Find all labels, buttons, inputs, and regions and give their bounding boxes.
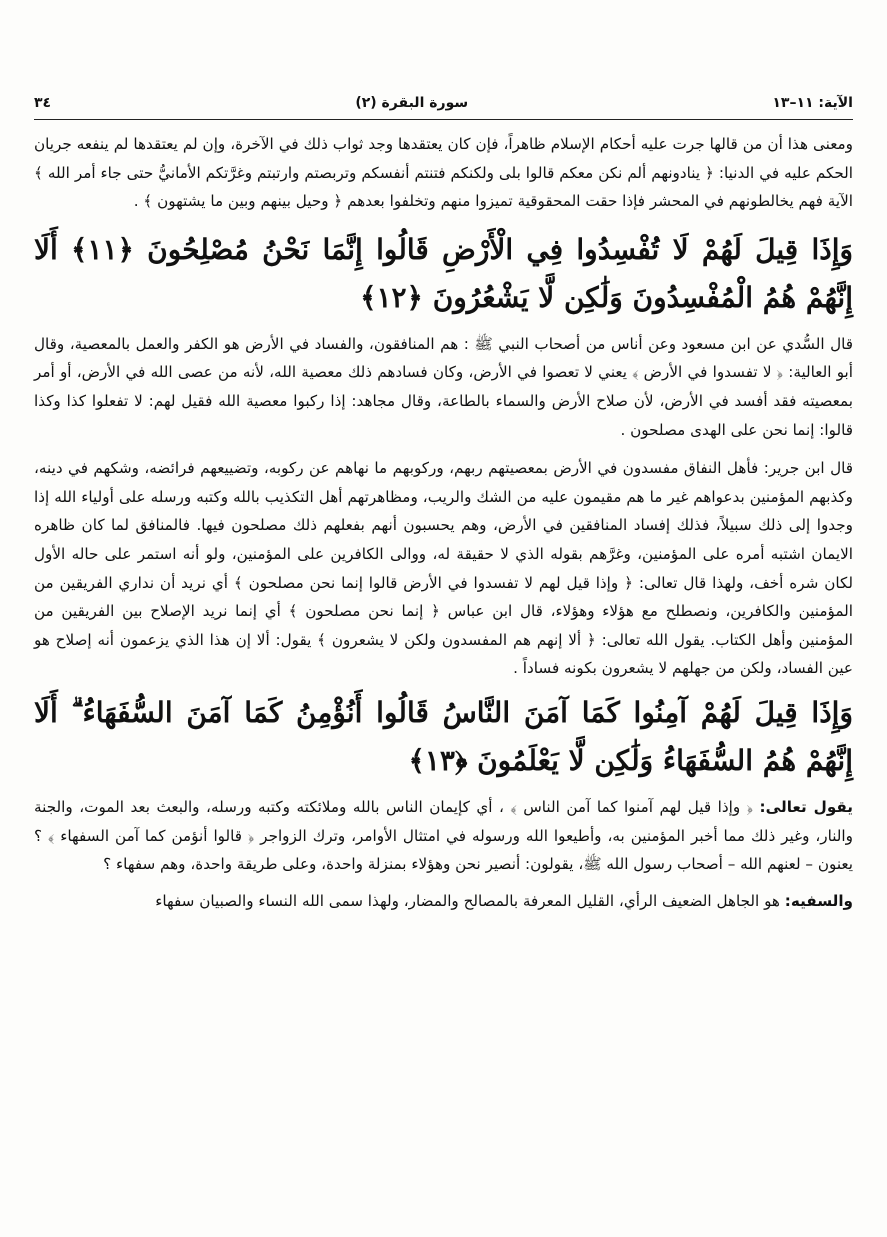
quran-verse-13: وَإِذَا قِيلَ لَهُمْ آمِنُوا كَمَا آمَنَ النَّاسُ قَالُوا أَنُؤْمِنُ كَمَا آمَنَ السُّفَهَاءُ ۗ أَلَا إِنَّهُمْ هُمُ السُّفَهَاءُ وَلَٰكِن لَّا يَعْلَمُونَ ﴿١٣﴾ xyxy=(34,695,853,777)
header-rule xyxy=(34,119,853,120)
ayah-range: الآية: ١١–١٣ xyxy=(772,95,853,111)
page-header xyxy=(34,92,853,114)
quran-verse-11-12: وَإِذَا قِيلَ لَهُمْ لَا تُفْسِدُوا فِي الْأَرْضِ قَالُوا إِنَّمَا نَحْنُ مُصْلِحُونَ ﴿١١﴾ أَلَا إِنَّهُمْ هُمُ الْمُفْسِدُونَ وَلَٰكِن لَّا يَشْعُرُونَ ﴿١٢﴾ xyxy=(34,232,853,314)
commentary-paragraph-1: ومعنى هذا أن من قالها جرت عليه أحكام الإسلام ظاهراً، فإن كان يعتقدها وجد ثواب ذلك في الآخرة، وإن لم يعتقدها لم ينفعه جريان الحكم عليه في الدنيا: ﴿ ينادونهم ألم نكن معكم قالوا بلى ولكنكم فتنتم أنفسكم وتربصتم وارتبتم وغرَّتكم الأمانيُّ حتى جاء أمر الله ﴾ الآية فهم يخالطونهم في المحشر فإذا حقت المحقوقية تميزوا منهم وتخلفوا بعدهم ﴿ وحيل بينهم وبين ما يشتهون ﴾ . xyxy=(34,135,853,211)
paragraph-body: هو الجاهل الضعيف الرأي، القليل المعرفة بالمصالح والمضار، ولهذا سمى الله النساء والصبيان سفهاء xyxy=(155,891,785,910)
commentary-paragraph-4 xyxy=(34,793,853,879)
commentary-paragraph-5 xyxy=(34,887,853,916)
paragraph-lead: والسفيه: xyxy=(784,891,853,910)
commentary-paragraph-3: قال ابن جرير: فأهل النفاق مفسدون في الأرض بمعصيتهم ربهم، وركوبهم ما نهاهم عن ركوبه، وتضييعهم فرائضه، وشكهم في دينه، وكذبهم المؤمنين بدعواهم غير ما هم مقيمون عليه من الشك والريب، ومظاهرتهم أهل التكذيب بالله وكتبه ورسله على أولياء الله إذا وجدوا إلى ذلك سبيلاً، فذلك إفساد المنافقين في الأرض، وهم يحسبون أنهم بفعلهم ذلك مصلحون فيها. فالمنافق لما كان ظاهره الايمان اشتبه أمره على المؤمنين، وغرَّهم بقوله الذي لا حقيقة له، ووالى الكافرين على المؤمنين، ولو أنه استمر على حاله الأول لكان شره أخف، ولهذا قال تعالى: ﴿ وإذا قيل لهم لا تفسدوا في الأرض قالوا إنما نحن مصلحون ﴾ أي نريد أن نداري الفريقين من المؤمنين والكافرين، ونصطلح مع هؤلاء وهؤلاء، قال ابن عباس ﴿ إنما نحن مصلحون ﴾ أي إنما نريد الإصلاح بين الفريقين من المؤمنين وأهل الكتاب. يقول الله تعالى: ﴿ ألا إنهم هم المفسدون ولكن لا يشعرون ﴾ يقول: ألا إن هذا الذي يزعمون أنه إصلاح هو عين الفساد، ولكن من جهلهم لا يشعرون بكونه فساداً . xyxy=(34,459,853,678)
commentary-paragraph-2: قال السُّدي عن ابن مسعود وعن أناس من أصحاب النبي ﷺ : هم المنافقون، والفساد في الأرض هو الكفر والعمل بالمعصية، وقال أبو العالية: ﴿ لا تفسدوا في الأرض ﴾ يعني لا تعصوا في الأرض، وكان فسادهم ذلك معصية الله، لأنه من عصى الله في الأرض، أو أمر بمعصيته فقد أفسد في الأرض، لأن صلاح الأرض والسماء بالطاعة، وقال مجاهد: إذا ركبوا معصية الله فقيل لهم: لا تفعلوا كذا وكذا قالوا: إنما نحن على الهدى مصلحون . xyxy=(34,334,853,439)
page-body xyxy=(34,130,853,921)
surah-title: (٢) سورة البقرة xyxy=(355,95,469,111)
paragraph-body: ﴿ وإذا قيل لهم آمنوا كما آمن الناس ﴾ ، أي كإيمان الناس بالله وملائكته وكتبه ورسله، والبعث بعد الموت، والجنة والنار، وغير ذلك مما أخبر المؤمنين به، وأطيعوا الله ورسوله في امتثال الأوامر، وترك الزواجر ﴿ قالوا أنؤمن كما آمن السفهاء ﴾ ؟ يعنون – لعنهم الله – أصحاب رسول الله ﷺ، يقولون: أنصير نحن وهؤلاء بمنزلة واحدة، وعلى طريقة واحدة، وهم سفهاء ؟ xyxy=(34,797,853,874)
page-number: ٣٤ xyxy=(34,95,52,111)
paragraph-lead: يقول تعالى: xyxy=(759,797,853,816)
